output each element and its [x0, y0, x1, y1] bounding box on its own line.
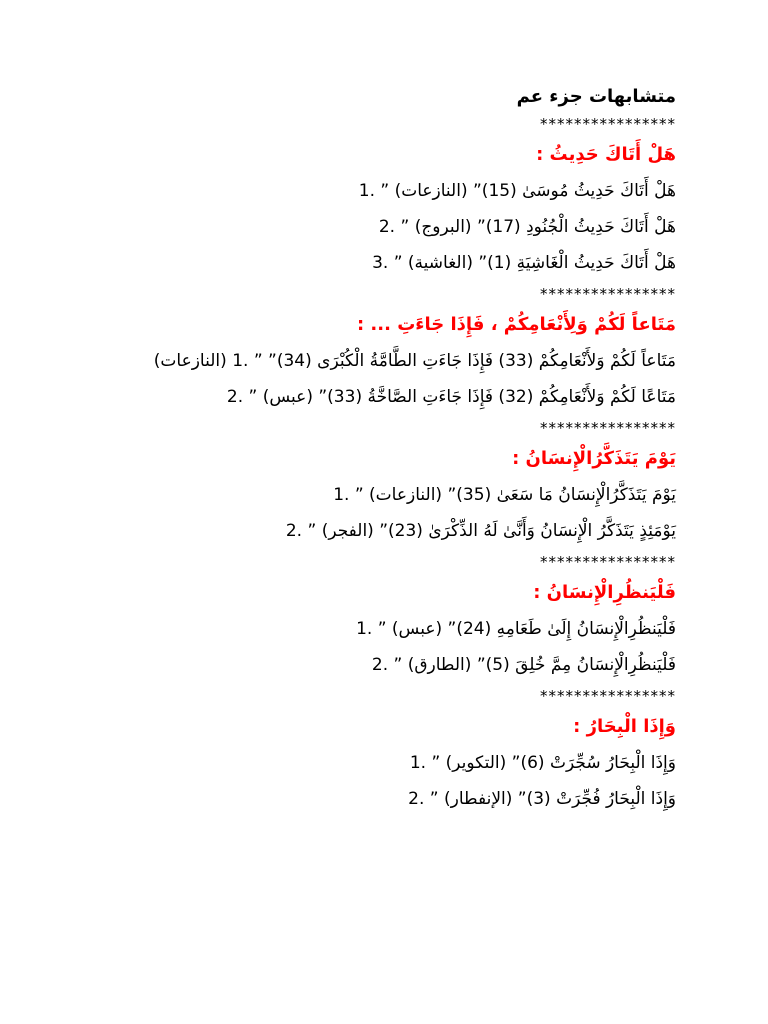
separator: ****************: [540, 553, 676, 571]
separator: ****************: [540, 419, 676, 437]
list-item: يَوْمَئِذٍ يَتَذَكَّرُ الْإِنسَانُ وَأَنَّىٰ لَهُ الذِّكْرَىٰ (23)” (الفجر) ” .2: [285, 521, 676, 541]
section-falyanzur: [90, 578, 676, 680]
separator: ****************: [540, 687, 676, 705]
section-heading: فَلْيَنظُرِالْإِنسَانُ :: [533, 582, 676, 603]
section-heading: وَإِذَا الْبِحَارُ :: [573, 716, 676, 737]
list-item: فَلْيَنظُرِالْإِنسَانُ إِلَىٰ طَعَامِهِ (24)” (عبس) ” .1: [356, 619, 676, 639]
list-item: وَإِذَا الْبِحَارُ فُجِّرَتْ (3)” (الإنفطار) ” .2: [408, 789, 676, 809]
separator: ****************: [540, 115, 676, 133]
list-item: وَإِذَا الْبِحَارُ سُجِّرَتْ (6)” (التكوير) ” .1: [409, 753, 676, 773]
list-item: مَتَاعاً لَكُمْ وَلأَنْعَامِكُمْ (33) فَإِذَا جَاءَتِ الطَّامَّةُ الْكُبْرَى (34)” ” .1 (النازعات): [153, 351, 676, 371]
list-item: مَتَاعًا لَكُمْ وَلأَنْعَامِكُمْ (32) فَإِذَا جَاءَتِ الصَّاخَّةُ (33)” (عبس) ” .2: [226, 387, 676, 407]
section-yawma-yatadhakkaru: [90, 444, 676, 546]
list-item: فَلْيَنظُرِالْإِنسَانُ مِمَّ خُلِقَ (5)” (الطارق) ” .2: [371, 655, 676, 675]
document-page: [90, 84, 676, 820]
section-mataan: [90, 310, 676, 412]
list-item: هَلْ أَتَاكَ حَدِيثُ الْجُنُودِ (17)” (البروج) ” .2: [378, 217, 676, 237]
section-heading: مَتَاعاً لَكُمْ وَلِأَنْعَامِكُمْ ، فَإِذَا جَاءَتِ ... :: [356, 314, 676, 335]
section-heading: يَوْمَ يَتَذَكَّرُالْإِنسَانُ :: [512, 448, 676, 469]
list-item: يَوْمَ يَتَذَكَّرُالْإِنسَانُ مَا سَعَىٰ (35)” (النازعات) ” .1: [333, 485, 676, 505]
section-heading: هَلْ أَتَاكَ حَدِيثُ :: [536, 144, 676, 165]
list-item: هَلْ أَتَاكَ حَدِيثُ مُوسَىٰ (15)” (النازعات) ” .1: [358, 181, 676, 201]
list-item: هَلْ أَتَاكَ حَدِيثُ الْغَاشِيَةِ (1)” (الغاشية) ” .3: [372, 253, 676, 273]
separator: ****************: [540, 285, 676, 303]
section-hal-ataka: [90, 140, 676, 278]
section-wa-idha-albihar: [90, 712, 676, 814]
document-title: متشابهات جزء عم: [516, 86, 676, 107]
